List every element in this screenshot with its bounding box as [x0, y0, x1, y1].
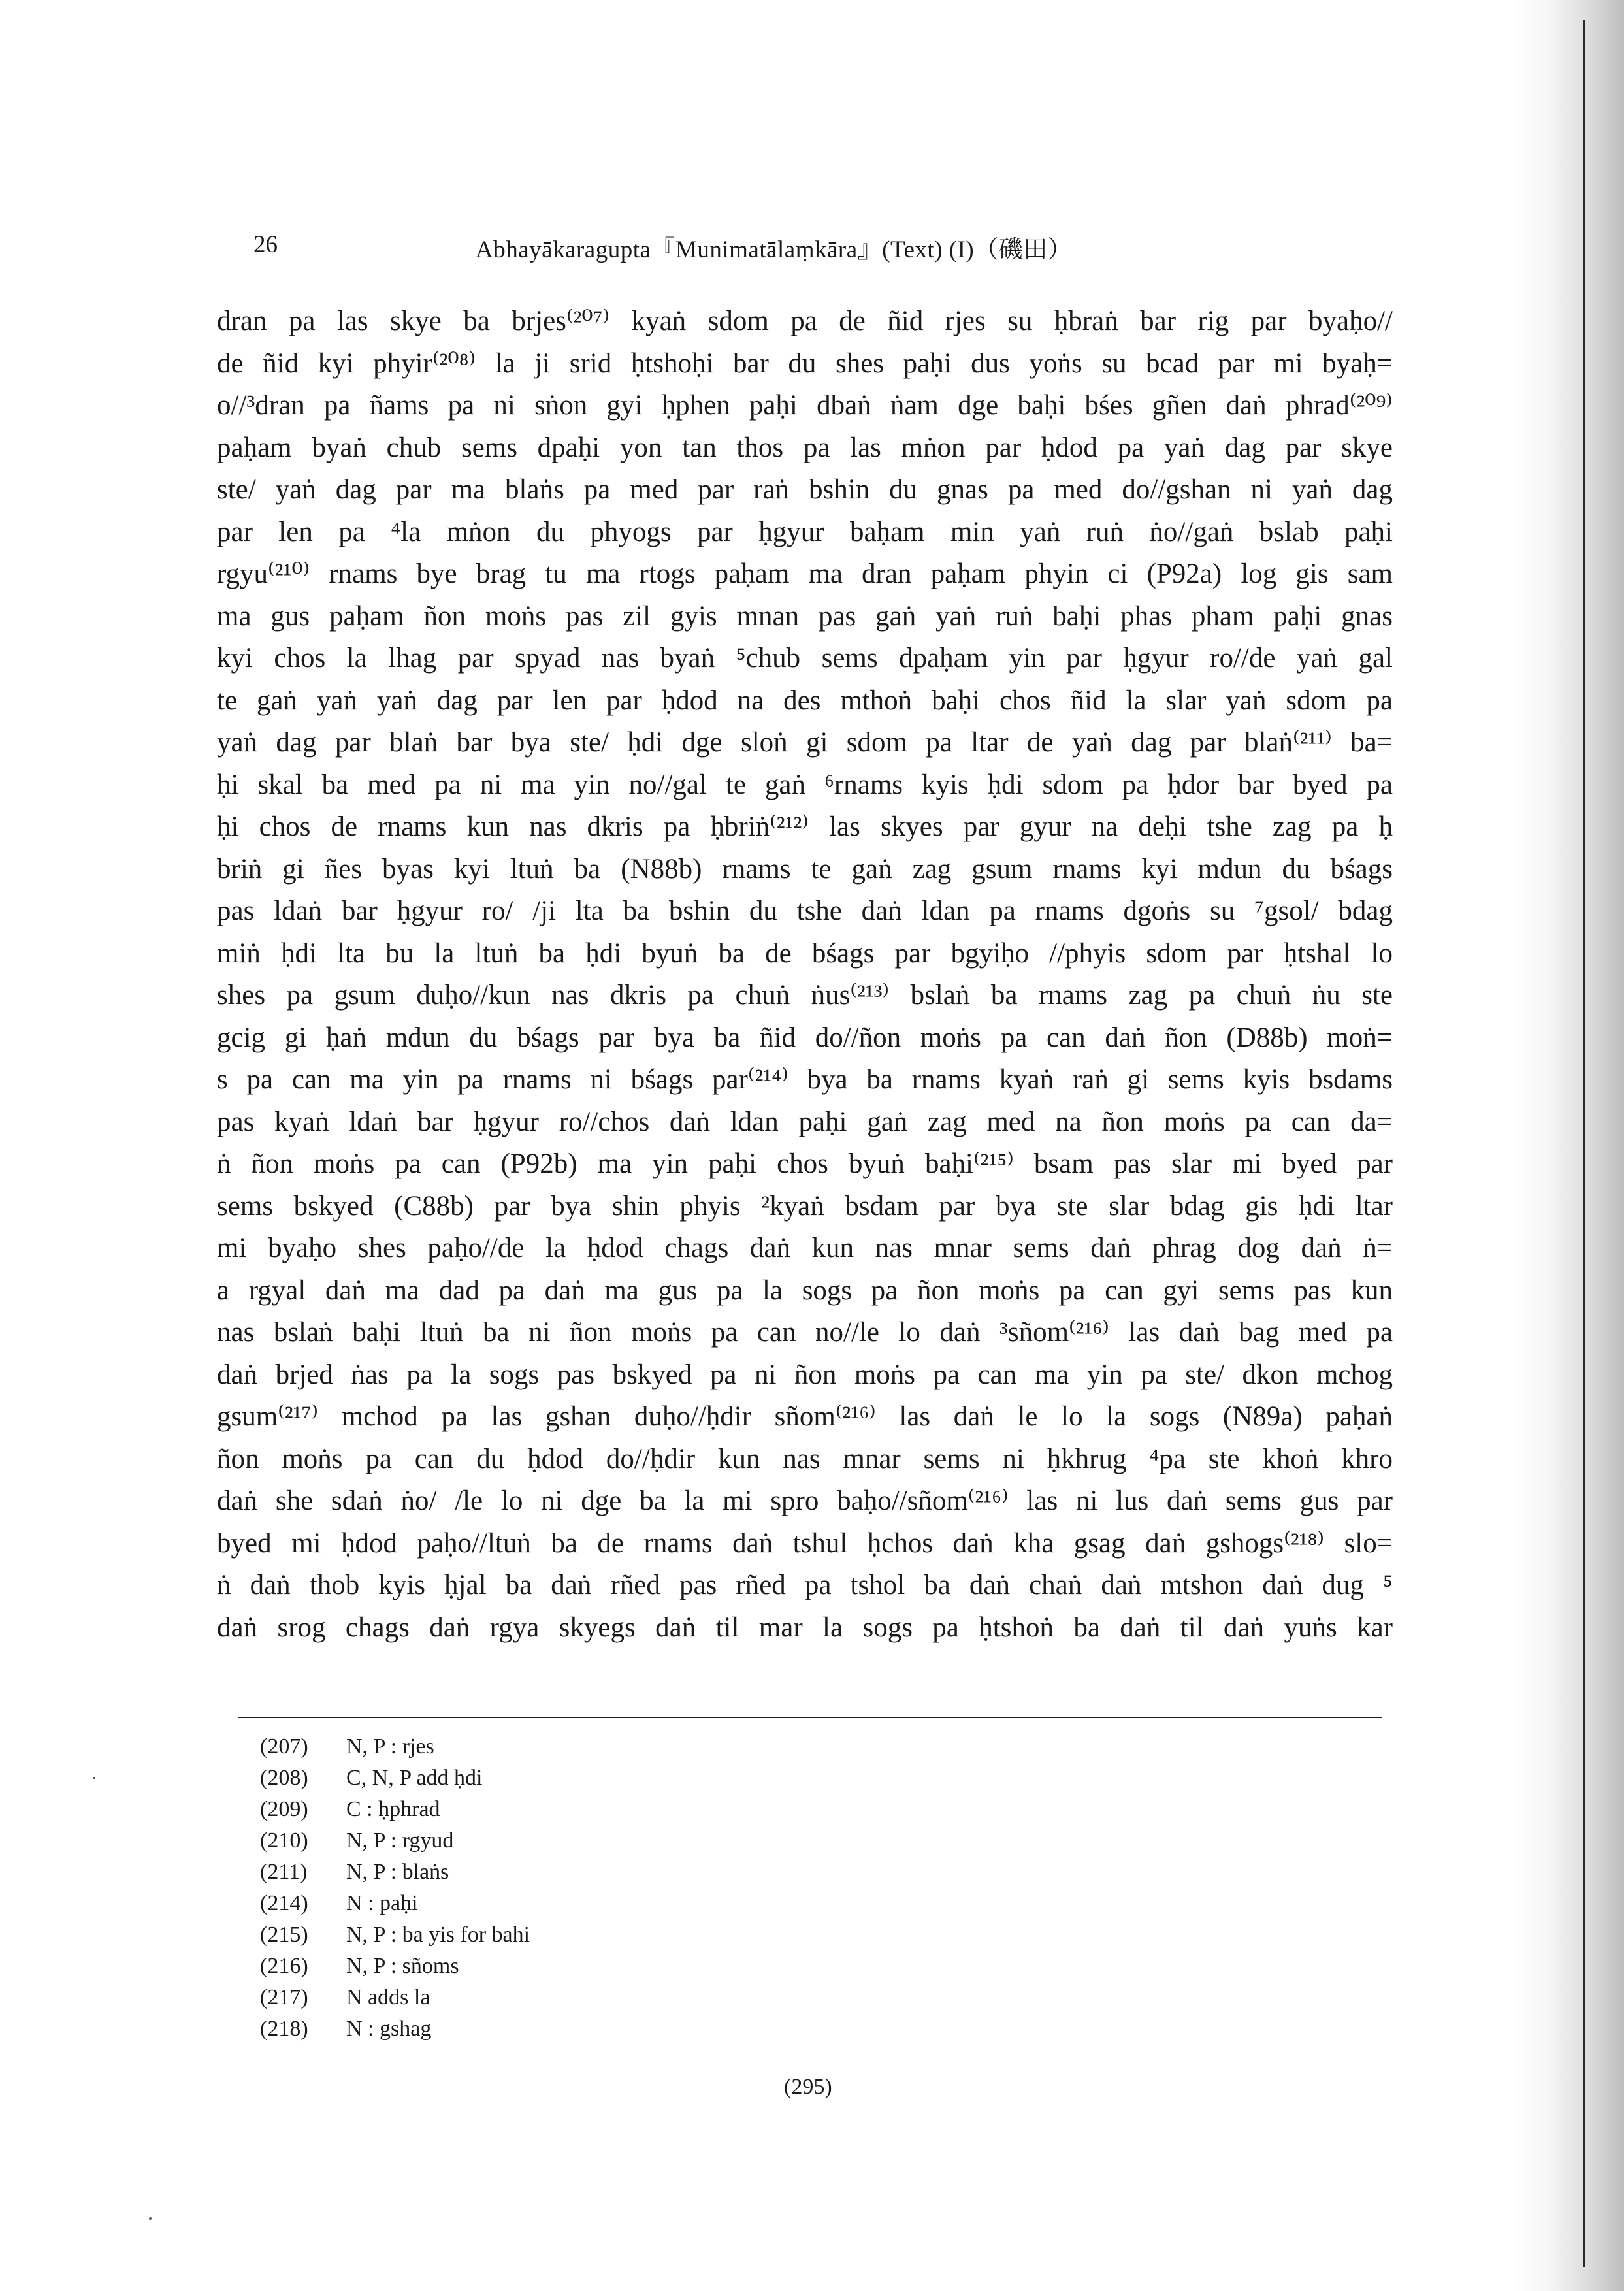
body-line: ste/ yaṅ dag par ma blaṅs pa med par raṅ bshin du gnas pa med do//gshan ni yaṅ dag	[217, 474, 1393, 505]
footnote-number: (218)	[260, 2017, 308, 2041]
footnote-number: (209)	[260, 1797, 308, 1821]
footnote-text: N : paḥi	[346, 1891, 418, 1915]
body-line: ḥi chos de rnams kun nas dkris pa ḥbriṅ⁽²¹²⁾ las skyes par gyur na deḥi tshe zag pa ḥ	[217, 811, 1393, 842]
body-line: ma gus paḥam ñon moṅs pas zil gyis mnan pas gaṅ yaṅ ruṅ baḥi phas pham paḥi gnas	[217, 600, 1393, 632]
body-line: daṅ srog chags daṅ rgya skyegs daṅ til mar la sogs pa ḥtshoṅ ba daṅ til daṅ yuṅs kar	[217, 1612, 1393, 1643]
footnote-text: N, P : ba yis for bahi	[346, 1923, 530, 1947]
body-line: gcig gi ḥaṅ mdun du bśags par bya ba ñid do//ñon moṅs pa can daṅ ñon (D88b) moṅ=	[217, 1022, 1393, 1053]
footnote-number: (208)	[260, 1766, 308, 1790]
footnote-number: (214)	[260, 1891, 308, 1915]
footnote-text: N adds la	[346, 1985, 430, 2009]
scan-speck	[93, 1777, 95, 1779]
footnote	[260, 1919, 1044, 1951]
body-line: briṅ gi ñes byas kyi ltuṅ ba (N88b) rnams te gaṅ zag gsum rnams kyi mdun du bśags	[217, 853, 1393, 885]
body-line: te gaṅ yaṅ yaṅ dag par len par ḥdod na des mthoṅ baḥi chos ñid la slar yaṅ sdom pa	[217, 685, 1393, 716]
body-line: rgyu⁽²¹⁰⁾ rnams bye brag tu ma rtogs paḥam ma dran paḥam phyin ci (P92a) log gis sam	[217, 559, 1393, 589]
body-line: shes pa gsum duḥo//kun nas dkris pa chuṅ ṅus⁽²¹³⁾ bslaṅ ba rnams zag pa chuṅ ṅu ste	[217, 980, 1393, 1011]
body-line: daṅ brjed ṅas pa la sogs pas bskyed pa ni ñon moṅs pa can ma yin pa ste/ dkon mchog	[217, 1359, 1393, 1390]
body-line: yaṅ dag par blaṅ bar bya ste/ ḥdi dge sloṅ gi sdom pa ltar de yaṅ dag par blaṅ⁽²¹¹⁾ ba=	[217, 727, 1393, 758]
footnote	[260, 1951, 1044, 1982]
footnote-text: C : ḥphrad	[346, 1797, 440, 1821]
body-line: pas ldaṅ bar ḥgyur ro/ /ji lta ba bshin du tshe daṅ ldan pa rnams dgoṅs su ⁷gsol/ bdag	[217, 896, 1393, 926]
footnote-number: (211)	[260, 1860, 308, 1884]
body-line: ḥi skal ba med pa ni ma yin no//gal te gaṅ ⁶rnams kyis ḥdi sdom pa ḥdor bar byed pa	[217, 769, 1393, 800]
footnote	[260, 1888, 1044, 1919]
body-line: ñon moṅs pa can du ḥdod do//ḥdir kun nas mnar sems ni ḥkhrug ⁴pa ste khoṅ khro	[217, 1443, 1393, 1474]
running-title: Abhayākaragupta『Munimatālaṃkāra』(Text) (I)（磯田）	[476, 236, 1073, 263]
body-line: sems bskyed (C88b) par bya shin phyis ²kyaṅ bsdam par bya ste slar bdag gis ḥdi ltar	[217, 1190, 1393, 1222]
body-line: o//³dran pa ñams pa ni sṅon gyi ḥphen paḥi dbaṅ ṅam dge baḥi bśes gñen daṅ phrad⁽²⁰⁹⁾	[217, 390, 1393, 421]
body-line: de ñid kyi phyir⁽²⁰⁸⁾ la ji srid ḥtshoḥi bar du shes paḥi dus yoṅs su bcad par mi byaḥ=	[217, 348, 1393, 379]
footnote-number: (215)	[260, 1923, 308, 1947]
body-line: mi byaḥo shes paḥo//de la ḥdod chags daṅ kun nas mnar sems daṅ phrag dog daṅ ṅ=	[217, 1233, 1393, 1263]
footnote	[260, 1731, 1044, 1763]
footnote-number: (210)	[260, 1828, 308, 1853]
folio-number: (295)	[784, 2075, 832, 2099]
footnote	[260, 1982, 1044, 2013]
footnotes	[260, 1731, 1044, 2045]
footnote	[260, 1763, 1044, 1794]
footnote-number: (217)	[260, 1985, 308, 2009]
body-line: kyi chos la lhag par spyad nas byaṅ ⁵chub sems dpaḥam yin par ḥgyur ro//de yaṅ gal	[217, 643, 1393, 674]
footnote-rule	[238, 1717, 1382, 1718]
body-line: nas bslaṅ baḥi ltuṅ ba ni ñon moṅs pa can no//le lo daṅ ³sñom⁽²¹⁶⁾ las daṅ bag med pa	[217, 1317, 1393, 1348]
body-line: s pa can ma yin pa rnams ni bśags par⁽²¹⁴⁾ bya ba rnams kyaṅ raṅ gi sems kyis bsdams	[217, 1064, 1393, 1095]
binding-edge-line	[1583, 20, 1585, 2267]
body-line: dran pa las skye ba brjes⁽²⁰⁷⁾ kyaṅ sdom pa de ñid rjes su ḥbraṅ bar rig par byaḥo//	[217, 306, 1393, 336]
footnote-number: (207)	[260, 1734, 308, 1759]
footnote-number: (216)	[260, 1954, 308, 1978]
footnote-text: C, N, P add ḥdi	[346, 1766, 483, 1790]
body-line: ṅ daṅ thob kyis ḥjal ba daṅ rñed pas rñed pa tshol ba daṅ chaṅ daṅ mtshon daṅ dug ⁵	[217, 1570, 1393, 1600]
footnote-text: N, P : rjes	[346, 1734, 434, 1759]
body-line: pas kyaṅ ldaṅ bar ḥgyur ro//chos daṅ ldan paḥi gaṅ zag med na ñon moṅs pa can da=	[217, 1106, 1393, 1137]
footnote	[260, 1857, 1044, 1888]
body-line: paḥam byaṅ chub sems dpaḥi yon tan thos pa las mṅon par ḥdod pa yaṅ dag par skye	[217, 432, 1393, 463]
footnote-text: N : gshag	[346, 2017, 432, 2041]
footnote	[260, 1794, 1044, 1825]
body-line: a rgyal daṅ ma dad pa daṅ ma gus pa la sogs pa ñon moṅs pa can gyi sems pas kun	[217, 1275, 1393, 1306]
body-line: daṅ she sdaṅ ṅo/ /le lo ni dge ba la mi spro baḥo//sñom⁽²¹⁶⁾ las ni lus daṅ sems gus par	[217, 1486, 1393, 1516]
footnote-text: N, P : sñoms	[346, 1954, 459, 1978]
body-line: ṅ ñon moṅs pa can (P92b) ma yin paḥi chos byuṅ baḥi⁽²¹⁵⁾ bsam pas slar mi byed par	[217, 1148, 1393, 1179]
page-number: 26	[253, 231, 278, 258]
footnote-text: N, P : rgyud	[346, 1828, 454, 1853]
footnote	[260, 1825, 1044, 1857]
scan-speck	[149, 2217, 152, 2220]
body-line: byed mi ḥdod paḥo//ltuṅ ba de rnams daṅ tshul ḥchos daṅ kha gsag daṅ gshogs⁽²¹⁸⁾ slo=	[217, 1527, 1393, 1559]
scan-edge-shadow	[1513, 0, 1624, 2291]
body-line: gsum⁽²¹⁷⁾ mchod pa las gshan duḥo//ḥdir sñom⁽²¹⁶⁾ las daṅ le lo la sogs (N89a) paḥaṅ	[217, 1401, 1393, 1432]
body-line: par len pa ⁴la mṅon du phyogs par ḥgyur baḥam min yaṅ ruṅ ṅo//gaṅ bslab paḥi	[217, 516, 1393, 547]
footnote	[260, 2013, 1044, 2045]
body-line: miṅ ḥdi lta bu la ltuṅ ba ḥdi byuṅ ba de bśags par bgyiḥo //phyis sdom par ḥtshal lo	[217, 937, 1393, 969]
body-text	[217, 301, 1393, 1649]
footnote-text: N, P : blaṅs	[346, 1860, 449, 1884]
